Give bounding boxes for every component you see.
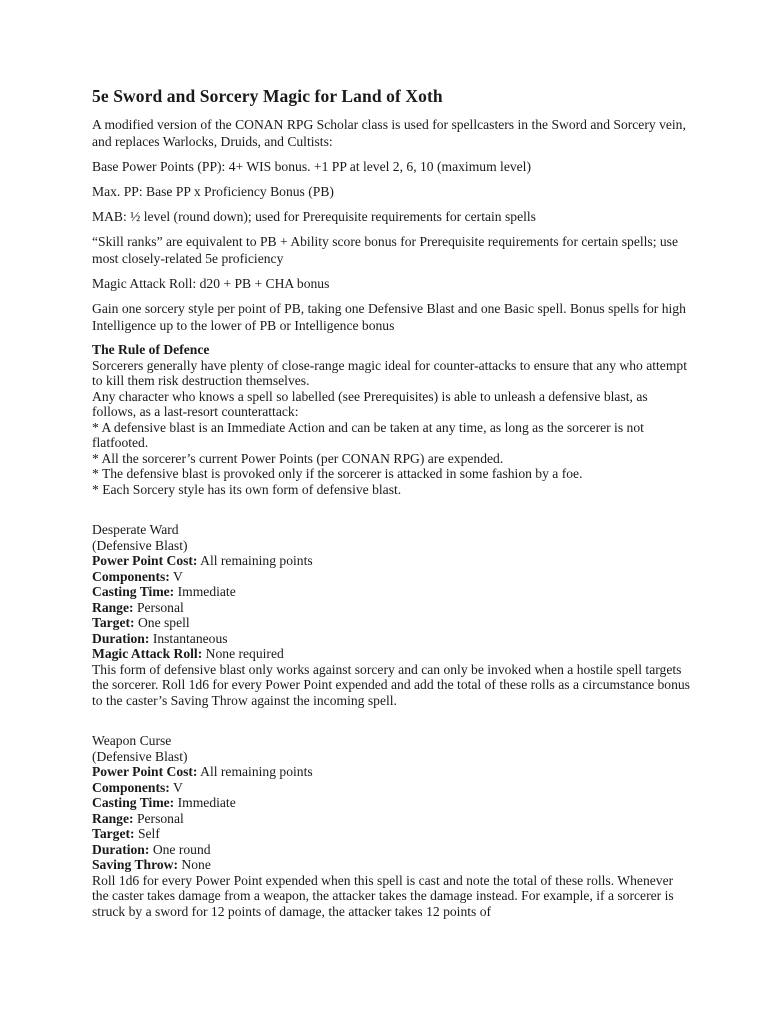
stat-value: None required xyxy=(205,646,284,661)
stat-target xyxy=(92,826,692,842)
stat-value: Personal xyxy=(136,599,184,615)
sorcery-style-line: Gain one sorcery style per point of PB, taking one Defensive Blast and one Basic spell. Bonus spells for high Intelligence up to the lower of PB or Intelligence bonus xyxy=(92,301,686,333)
stat-value: V xyxy=(172,779,183,795)
stat-value: One round xyxy=(152,841,211,857)
spell-description: This form of defensive blast only works against sorcery and can only be invoked when a hostile spell targets the sorcerer. Roll 1d6 for every Power Point expended and add the total of these rolls as a circumstance bonus to the caster’s Saving Throw against the incoming spell. xyxy=(92,661,690,708)
stat-saving-throw xyxy=(92,857,692,873)
stat-label: Range: xyxy=(92,810,134,826)
stat-label: Duration: xyxy=(92,841,150,857)
rule-bullet: * All the sorcerer’s current Power Points (per CONAN RPG) are expended. xyxy=(92,450,504,466)
magic-attack-roll-line: Magic Attack Roll: d20 + PB + CHA bonus xyxy=(92,276,330,291)
document-title: 5e Sword and Sorcery Magic for Land of Xoth xyxy=(92,86,443,106)
stat-label: Saving Throw: xyxy=(92,857,178,872)
stat-value: Immediate xyxy=(177,584,236,599)
stat-label: Components: xyxy=(92,779,170,795)
spell-desperate-ward xyxy=(92,522,692,708)
stat-value: All remaining points xyxy=(200,764,313,779)
stat-label: Target: xyxy=(92,826,135,841)
stat-range xyxy=(92,811,692,827)
rule-line: Sorcerers generally have plenty of close-range magic ideal for counter-attacks to ensure that any who attempt to kill them risk destruction themselves. xyxy=(92,357,687,388)
stat-casting-time xyxy=(92,795,692,811)
stat-value: Instantaneous xyxy=(152,630,228,646)
stat-value: All remaining points xyxy=(200,553,313,568)
rule-bullet: * A defensive blast is an Immediate Action and can be taken at any time, as long as the sorcerer is not flatfooted. xyxy=(92,419,644,450)
spell-description: Roll 1d6 for every Power Point expended when this spell is cast and note the total of these rolls. Whenever the caster takes damage from a weapon, the attacker takes the damage instead. For example, if a sorcerer is struck by a sword for 12 points of damage, the attacker takes 12 points of xyxy=(92,872,674,919)
stat-label: Duration: xyxy=(92,630,150,646)
intro-paragraph: A modified version of the CONAN RPG Scholar class is used for spellcasters in the Sword and Sorcery vein, and replaces Warlocks, Druids, and Cultists: xyxy=(92,117,686,149)
stat-duration xyxy=(92,631,692,647)
stat-duration xyxy=(92,842,692,858)
stat-casting-time xyxy=(92,584,692,600)
rule-bullet: * The defensive blast is provoked only if the sorcerer is attacked in some fashion by a foe. xyxy=(92,466,583,481)
spell-type: (Defensive Blast) xyxy=(92,537,188,553)
mab-line: MAB: ½ level (round down); used for Prerequisite requirements for certain spells xyxy=(92,209,536,224)
stat-value: One spell xyxy=(137,615,190,630)
stat-range xyxy=(92,600,692,616)
stat-value: Personal xyxy=(136,810,184,826)
stat-target xyxy=(92,615,692,631)
stat-value: Self xyxy=(137,826,160,841)
stat-components xyxy=(92,569,692,585)
spell-weapon-curse xyxy=(92,733,692,919)
rule-bullet: * Each Sorcery style has its own form of defensive blast. xyxy=(92,481,402,497)
stat-components xyxy=(92,780,692,796)
stat-magic-attack-roll xyxy=(92,646,692,662)
stat-label: Casting Time: xyxy=(92,795,175,810)
spell-name: Desperate Ward xyxy=(92,522,179,537)
document-page xyxy=(92,86,692,919)
stat-value: Immediate xyxy=(177,795,236,810)
rule-of-defence-section xyxy=(92,342,692,497)
stat-label: Components: xyxy=(92,568,170,584)
spell-name: Weapon Curse xyxy=(92,733,172,748)
skill-ranks-line: “Skill ranks” are equivalent to PB + Ability score bonus for Prerequisite requirements for certain spells; use most closely-related 5e proficiency xyxy=(92,234,679,266)
stat-label: Target: xyxy=(92,615,135,630)
stat-label: Power Point Cost: xyxy=(92,553,198,568)
rule-line: Any character who knows a spell so labelled (see Prerequisites) is able to unleash a defensive blast, as follows, as a last-resort counterattack: xyxy=(92,388,648,419)
stat-power-point-cost xyxy=(92,764,692,780)
stat-power-point-cost xyxy=(92,553,692,569)
stat-label: Range: xyxy=(92,599,134,615)
spell-type: (Defensive Blast) xyxy=(92,748,188,764)
stat-label: Power Point Cost: xyxy=(92,764,198,779)
stat-label: Magic Attack Roll: xyxy=(92,646,203,661)
stat-label: Casting Time: xyxy=(92,584,175,599)
stat-value: None xyxy=(181,857,211,872)
stat-value: V xyxy=(172,568,183,584)
rule-of-defence-heading: The Rule of Defence xyxy=(92,342,210,357)
base-power-points-line: Base Power Points (PP): 4+ WIS bonus. +1 PP at level 2, 6, 10 (maximum level) xyxy=(92,159,531,174)
max-pp-line: Max. PP: Base PP x Proficiency Bonus (PB) xyxy=(92,184,334,199)
